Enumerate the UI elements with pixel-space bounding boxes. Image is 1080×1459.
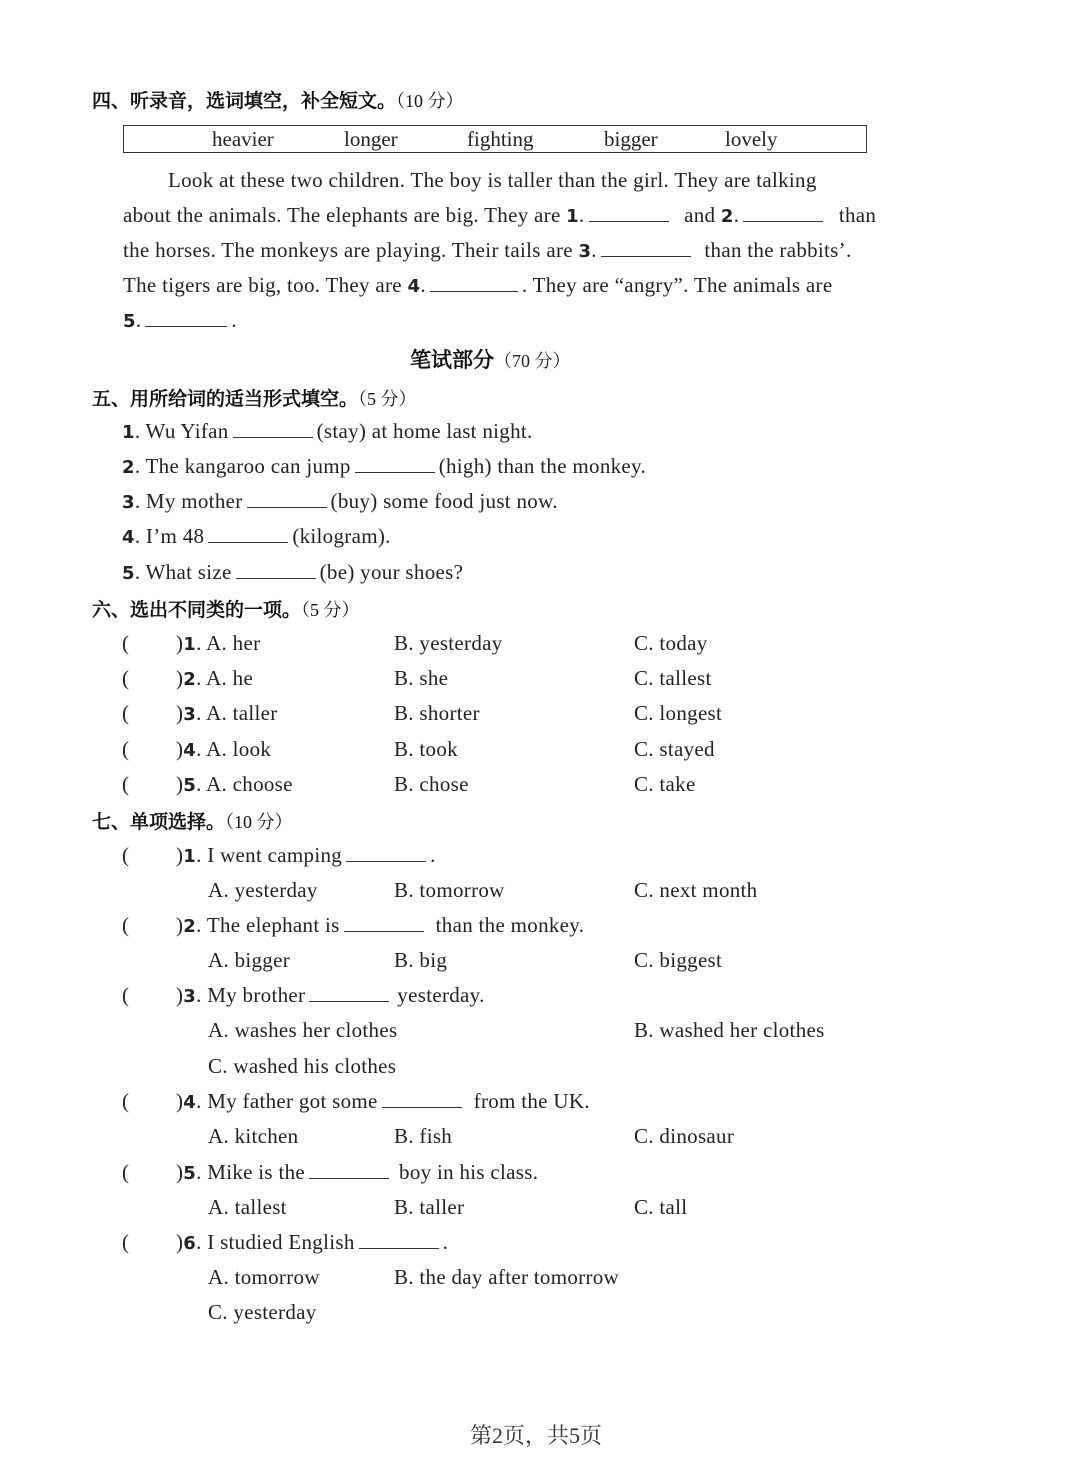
question-text: from the UK.	[473, 1089, 590, 1113]
word-bank-item: lovely	[725, 127, 778, 151]
option-a: A. her	[206, 631, 261, 655]
passage-line-5	[123, 308, 237, 333]
item-number: 4	[183, 1092, 197, 1113]
passage-text: than	[838, 203, 877, 227]
passage-text: and	[684, 203, 716, 227]
page-number: 第2页，共5页	[470, 1423, 603, 1448]
answer-blank[interactable]	[355, 454, 435, 473]
question-text: . The elephant is	[196, 913, 340, 937]
item-number: 3	[122, 492, 135, 513]
section-7-points: （10 分）	[225, 812, 293, 832]
word-bank-item: fighting	[467, 127, 534, 151]
written-part-title	[410, 344, 571, 374]
section-4-points: （10 分）	[396, 91, 464, 111]
option-b: B. yesterday	[394, 631, 503, 655]
answer-blank[interactable]	[236, 560, 316, 579]
sec6-item-label	[176, 772, 293, 797]
option-b: B. chose	[394, 772, 469, 796]
passage-text: .	[733, 203, 740, 227]
item-dot: .	[196, 701, 202, 725]
answer-blank[interactable]	[382, 1089, 462, 1108]
answer-blank[interactable]	[743, 203, 823, 222]
answer-paren-open[interactable]: (	[122, 631, 130, 655]
option-b: B. shorter	[394, 701, 480, 725]
option-c: C. biggest	[634, 948, 723, 972]
option-a: A. yesterday	[208, 878, 318, 902]
blank-number: 4	[407, 276, 421, 297]
option-a: A. look	[206, 737, 272, 761]
item-number: 3	[183, 986, 197, 1007]
item-number: 1	[183, 634, 197, 655]
option-a: A. tomorrow	[208, 1265, 320, 1289]
section-6-points: （5 分）	[301, 600, 360, 620]
item-number: 2	[122, 457, 135, 478]
passage-text: The tigers are big, too. They are	[123, 273, 402, 297]
answer-blank[interactable]	[359, 1230, 439, 1249]
item-number: 5	[183, 1163, 197, 1184]
answer-paren-open[interactable]: (	[122, 666, 130, 690]
answer-paren-close: )	[176, 1089, 184, 1113]
option-b: B. the day after tomorrow	[394, 1265, 620, 1289]
answer-paren-open[interactable]: (	[122, 1089, 130, 1113]
section-6-heading	[92, 595, 360, 622]
answer-paren-close: )	[176, 701, 184, 725]
option-c: C. washed his clothes	[208, 1054, 397, 1078]
answer-blank[interactable]	[247, 489, 327, 508]
item-number: 1	[183, 846, 197, 867]
written-points: （70 分）	[494, 351, 571, 371]
sec5-item	[122, 419, 533, 444]
option-b: B. washed her clothes	[634, 1018, 825, 1042]
passage-line-2	[123, 203, 876, 228]
answer-paren-open[interactable]: (	[122, 1230, 130, 1254]
item-hint: (buy) some food just now.	[330, 489, 558, 513]
option-c: C. dinosaur	[634, 1124, 735, 1148]
option-b: B. fish	[394, 1124, 453, 1148]
question-text: boy in his class.	[399, 1160, 539, 1184]
word-bank	[123, 125, 867, 153]
passage-text: . They are “angry”. The animals are	[521, 273, 833, 297]
blank-number: 3	[578, 241, 592, 262]
question-text: . My father got some	[196, 1089, 378, 1113]
option-a: A. kitchen	[208, 1124, 299, 1148]
option-c: C. yesterday	[208, 1300, 317, 1324]
item-text: . My mother	[134, 489, 243, 513]
answer-paren-close: )	[176, 1230, 184, 1254]
option-b: B. tomorrow	[394, 878, 505, 902]
item-text: . Wu Yifan	[134, 419, 229, 443]
sec5-item	[122, 489, 558, 514]
section-5-points: （5 分）	[358, 389, 417, 409]
section-7-heading	[92, 807, 293, 834]
item-number: 5	[183, 775, 197, 796]
sec7-question	[176, 843, 436, 868]
item-text: . What size	[134, 560, 232, 584]
word-bank-item: heavier	[212, 127, 274, 151]
sec5-item	[122, 524, 391, 549]
answer-paren-open[interactable]: (	[122, 843, 130, 867]
word-bank-item: bigger	[604, 127, 658, 151]
answer-blank[interactable]	[601, 238, 691, 257]
question-text: . I went camping	[196, 843, 343, 867]
option-c: C. next month	[634, 878, 758, 902]
section-5-title: 五、用所给词的适当形式填空。	[92, 388, 359, 410]
section-7-title: 七、单项选择。	[92, 811, 226, 833]
passage-line-3	[123, 238, 852, 263]
answer-blank[interactable]	[344, 913, 424, 932]
answer-blank[interactable]	[145, 308, 227, 327]
answer-paren-close: )	[176, 737, 184, 761]
item-number: 2	[183, 669, 197, 690]
answer-blank[interactable]	[233, 419, 313, 438]
passage-text: .	[135, 308, 142, 332]
answer-blank[interactable]	[208, 524, 288, 543]
answer-blank[interactable]	[309, 983, 389, 1002]
item-dot: .	[196, 631, 202, 655]
option-c: C. take	[634, 772, 696, 796]
answer-paren-close: )	[176, 772, 184, 796]
sec5-item	[122, 454, 646, 479]
item-dot: .	[196, 737, 202, 761]
passage-text: .	[578, 203, 585, 227]
sec7-question	[176, 983, 485, 1008]
answer-paren-open[interactable]: (	[122, 772, 130, 796]
answer-paren-close: )	[176, 666, 184, 690]
sec6-item-label	[176, 701, 278, 726]
question-text: . Mike is the	[196, 1160, 306, 1184]
word-bank-item: longer	[344, 127, 398, 151]
passage-text: .	[420, 273, 426, 297]
passage-text: about the animals. The elephants are big. They are	[123, 203, 561, 227]
option-c: C. tallest	[634, 666, 712, 690]
option-b: B. she	[394, 666, 449, 690]
option-c: C. longest	[634, 701, 723, 725]
answer-blank[interactable]	[430, 273, 518, 292]
answer-paren-open[interactable]: (	[122, 983, 130, 1007]
answer-blank[interactable]	[589, 203, 669, 222]
sec7-question	[176, 1230, 448, 1255]
answer-paren-close: )	[176, 983, 184, 1007]
item-number: 4	[122, 527, 135, 548]
item-text: . I’m 48	[134, 524, 205, 548]
blank-number: 1	[566, 206, 579, 227]
item-number: 3	[183, 704, 197, 725]
item-dot: .	[196, 772, 202, 796]
sec7-question	[176, 1089, 590, 1114]
answer-paren-open[interactable]: (	[122, 913, 130, 937]
answer-paren-close: )	[176, 1160, 184, 1184]
passage-text: .	[231, 308, 237, 332]
answer-paren-close: )	[176, 631, 184, 655]
option-a: A. taller	[206, 701, 278, 725]
option-b: B. big	[394, 948, 448, 972]
written-title-text: 笔试部分	[410, 348, 494, 372]
question-text: .	[430, 843, 436, 867]
sec5-item	[122, 560, 463, 585]
sec7-question	[176, 1160, 538, 1185]
question-text: . I studied English	[196, 1230, 355, 1254]
answer-paren-open[interactable]: (	[122, 737, 130, 761]
question-text: .	[442, 1230, 449, 1254]
option-c: C. stayed	[634, 737, 715, 761]
option-a: A. washes her clothes	[208, 1018, 398, 1042]
passage-line-1: Look at these two children. The boy is taller than the girl. They are talking	[168, 168, 817, 192]
blank-number: 2	[720, 206, 734, 227]
answer-blank[interactable]	[346, 843, 426, 862]
question-text: . My brother	[196, 983, 306, 1007]
blank-number: 5	[123, 311, 136, 332]
item-number: 1	[122, 422, 135, 443]
item-number: 4	[183, 740, 197, 761]
item-hint: (kilogram).	[292, 524, 391, 548]
item-hint: (be) your shoes?	[319, 560, 464, 584]
sec6-item-label	[176, 737, 271, 762]
section-5-heading	[92, 384, 417, 411]
option-a: A. tallest	[208, 1195, 287, 1219]
item-hint: (stay) at home last night.	[316, 419, 533, 443]
passage-text: .	[591, 238, 597, 262]
item-hint: (high) than the monkey.	[438, 454, 647, 478]
question-text: yesterday.	[397, 983, 485, 1007]
answer-paren-open[interactable]: (	[122, 701, 130, 725]
section-4-title: 四、听录音，选词填空，补全短文。	[92, 90, 397, 112]
option-c: C. tall	[634, 1195, 688, 1219]
question-text: than the monkey.	[435, 913, 585, 937]
sec6-item-label	[176, 631, 260, 656]
passage-line-4	[123, 273, 832, 298]
section-4-heading	[92, 86, 464, 113]
option-b: B. took	[394, 737, 458, 761]
passage-text: than the rabbits’.	[704, 238, 852, 262]
sec7-question	[176, 913, 584, 938]
section-6-title: 六、选出不同类的一项。	[92, 599, 302, 621]
passage-text: the horses. The monkeys are playing. Their tails are	[123, 238, 573, 262]
option-a: A. choose	[206, 772, 293, 796]
item-number: 6	[183, 1233, 197, 1254]
sec6-item-label	[176, 666, 253, 691]
option-a: A. he	[206, 666, 254, 690]
answer-blank[interactable]	[309, 1160, 389, 1179]
option-a: A. bigger	[208, 948, 291, 972]
answer-paren-close: )	[176, 913, 184, 937]
item-number: 2	[183, 916, 197, 937]
item-number: 5	[122, 563, 135, 584]
item-dot: .	[196, 666, 202, 690]
item-text: . The kangaroo can jump	[134, 454, 351, 478]
option-c: C. today	[634, 631, 708, 655]
answer-paren-close: )	[176, 843, 184, 867]
option-b: B. taller	[394, 1195, 465, 1219]
answer-paren-open[interactable]: (	[122, 1160, 130, 1184]
